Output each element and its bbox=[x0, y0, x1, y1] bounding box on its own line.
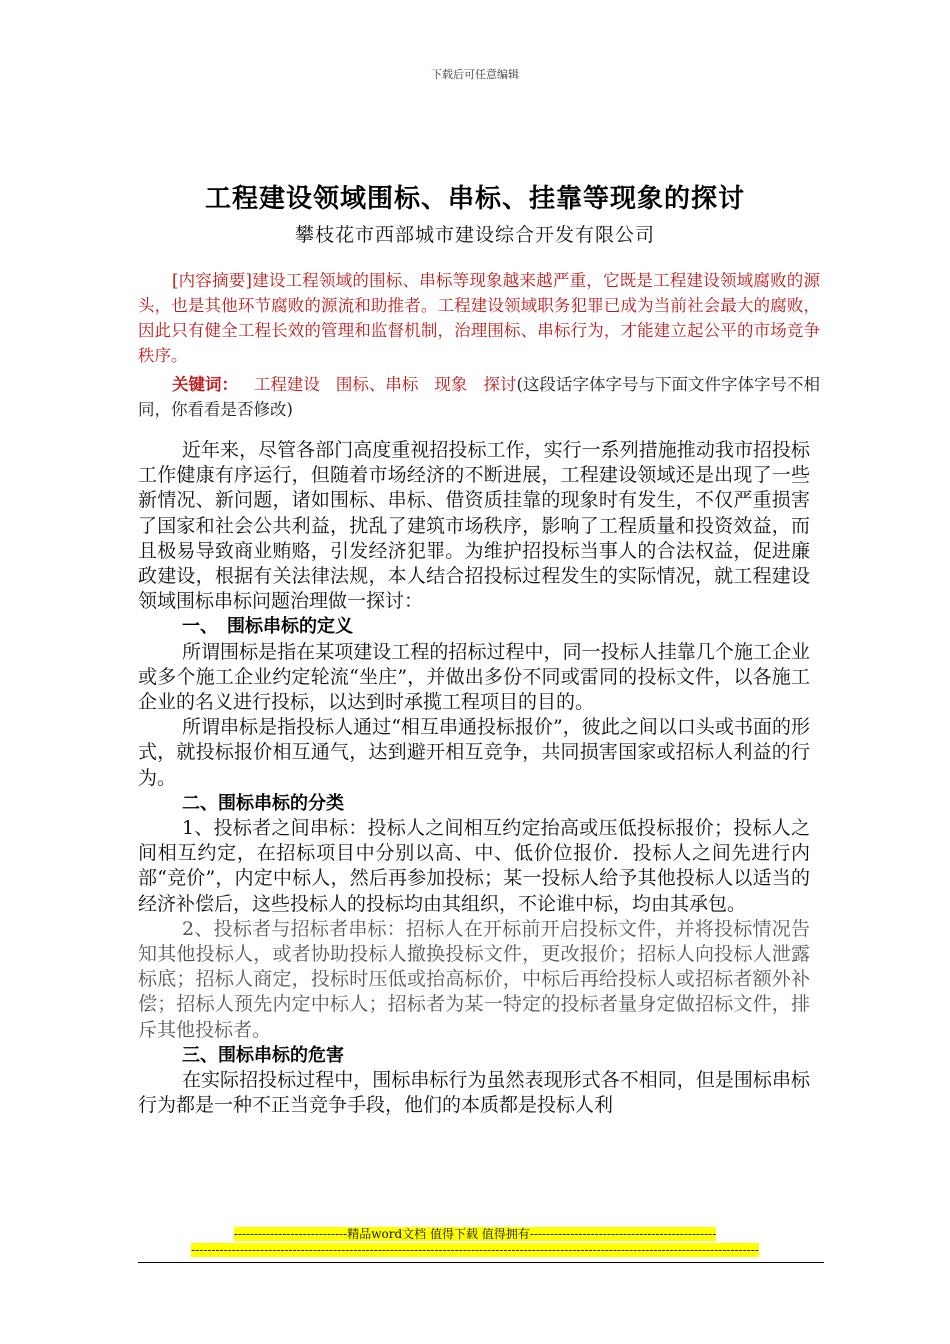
section-heading-definition: 一、 围标串标的定义 bbox=[182, 616, 353, 638]
header-note: 下载后可任意编辑 bbox=[431, 68, 519, 81]
keywords-paragraph bbox=[138, 372, 820, 422]
classification-paragraph-1: 1、投标者之间串标：投标人之间相互约定抬高或压低投标报价；投标人之间相互约定，在招标项目中分别以高、中、低价位报价．投标人之间先进行内部“竞价”，内定中标人，然后再参加投标；某一投标人给予其他投标人以适当的经济补偿后，这些投标人的投标均由其组织，不论谁中标，均由其承包。 bbox=[138, 817, 810, 915]
company-name: 攀枝花市西部城市建设综合开发有限公司 bbox=[294, 224, 655, 246]
abstract-paragraph bbox=[138, 268, 820, 368]
footer-line-2: -------------------------------------------------------------------------------------------------------------------------------------------- bbox=[191, 1243, 759, 1257]
section-heading-classification: 二、围标串标的分类 bbox=[182, 792, 344, 814]
footer-line-1: ----------------------------精品word文档 值得下载 值得拥有---------------------------------------------- bbox=[233, 1227, 717, 1241]
document-title: 工程建设领域围标、串标、挂靠等现象的探讨 bbox=[204, 184, 745, 214]
harm-paragraph: 在实际招投标过程中，围标串标行为虽然表现形式各不相同，但是围标串标行为都是一种不正当竞争手段，他们的本质都是投标人利 bbox=[138, 1069, 810, 1117]
keywords-note: (这段话字体字号与下面文件字体字号不相同，你看看是否修改) bbox=[138, 375, 821, 419]
definition-paragraph-1: 所谓围标是指在某项建设工程的招标过程中，同一投标人挂靠几个施工企业或多个施工企业约定轮流“坐庄”，并做出多份不同或雷同的投标文件，以各施工企业的名义进行投标，以达到时承揽工程项目的目的。 bbox=[138, 640, 810, 714]
abstract-section bbox=[138, 268, 820, 422]
classification-paragraph-2: 2、投标者与招标者串标：招标人在开标前开启投标文件，并将投标情况告知其他投标人，或者协助投标人撤换投标文件，更改报价；招标人向投标人泄露标底；招标人商定，投标时压低或抬高标价，中标后再给投标人或招标者额外补偿；招标人预先内定中标人；招标者为某一特定的投标者量身定做招标文件，排斥其他投标者。 bbox=[138, 917, 810, 1041]
footer-divider bbox=[138, 1262, 824, 1263]
keywords-label: 关键词： bbox=[172, 375, 239, 394]
keyword-item: 探讨 bbox=[483, 375, 517, 394]
abstract-text: 建设工程领域的围标、串标等现象越来越严重，它既是工程建设领域腐败的源头，也是其他环节腐败的源流和助推者。工程建设领域职务犯罪已成为当前社会最大的腐败，因此只有健全工程长效的管理和监督机制，治理围标、串标行为，才能建立起公平的市场竞争秩序。 bbox=[138, 271, 821, 365]
keyword-item: 工程建设 bbox=[253, 375, 320, 394]
keyword-item: 现象 bbox=[434, 375, 468, 394]
intro-paragraph: 近年来，尽管各部门高度重视招投标工作，实行一系列措施推动我市招投标工作健康有序运行，但随着市场经济的不断进展，工程建设领域还是出现了一些新情况、新问题，诸如围标、串标、借资质挂靠的现象时有发生，不仅严重损害了国家和社会公共利益，扰乱了建筑市场秩序，影响了工程质量和投资效益，而且极易导致商业贿赂，引发经济犯罪。为维护招投标当事人的合法权益，促进廉政建设，根据有关法律法规，本人结合招投标过程发生的实际情况，就工程建设领域围标串标问题治理做一探讨： bbox=[138, 439, 810, 613]
abstract-label: [内容摘要] bbox=[172, 271, 252, 290]
definition-paragraph-2: 所谓串标是指投标人通过“相互串通投标报价”，彼此之间以口头或书面的形式，就投标报价相互通气，达到避开相互竞争，共同损害国家或招标人利益的行为。 bbox=[138, 716, 810, 789]
keyword-item: 围标、串标 bbox=[335, 375, 419, 394]
body-section bbox=[138, 438, 810, 1118]
footer-banner bbox=[0, 1226, 950, 1258]
section-heading-harm: 三、围标串标的危害 bbox=[182, 1044, 344, 1066]
